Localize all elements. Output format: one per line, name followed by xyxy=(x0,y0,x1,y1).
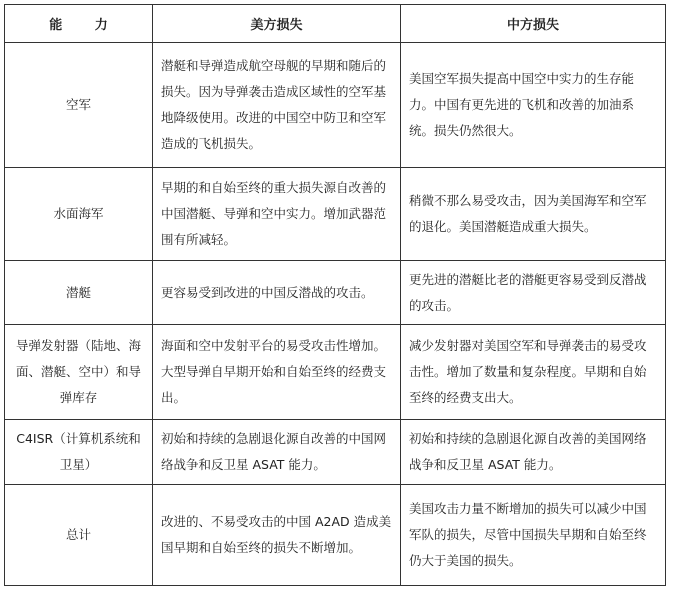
row-capability: 潜艇 xyxy=(5,261,153,325)
row-capability: 导弹发射器（陆地、海面、潜艇、空中）和导弹库存 xyxy=(5,325,153,420)
row-capability: 总计 xyxy=(5,485,153,586)
row-us-loss: 更容易受到改进的中国反潜战的攻击。 xyxy=(153,261,401,325)
row-cn-loss: 更先进的潜艇比老的潜艇更容易受到反潜战的攻击。 xyxy=(401,261,666,325)
row-cn-loss: 初始和持续的急剧退化源自改善的美国网络战争和反卫星 ASAT 能力。 xyxy=(401,420,666,485)
header-us-loss: 美方损失 xyxy=(153,5,401,43)
table-row xyxy=(5,420,666,485)
row-cn-loss: 稍微不那么易受攻击，因为美国海军和空军的退化。美国潜艇造成重大损失。 xyxy=(401,168,666,261)
row-capability: 空军 xyxy=(5,43,153,168)
table-row xyxy=(5,261,666,325)
row-cn-loss: 美国空军损失提高中国空中实力的生存能力。中国有更先进的飞机和改善的加油系统。损失仍然很大。 xyxy=(401,43,666,168)
row-cn-loss: 美国攻击力量不断增加的损失可以减少中国军队的损失，尽管中国损失早期和自始至终仍大于美国的损失。 xyxy=(401,485,666,586)
table-header-row xyxy=(5,5,666,43)
table-row xyxy=(5,485,666,586)
table-row xyxy=(5,325,666,420)
row-us-loss: 潜艇和导弹造成航空母舰的早期和随后的损失。因为导弹袭击造成区域性的空军基地降级使用。改进的中国空中防卫和空军造成的飞机损失。 xyxy=(153,43,401,168)
row-us-loss: 改进的、不易受攻击的中国 A2AD 造成美国早期和自始至终的损失不断增加。 xyxy=(153,485,401,586)
loss-comparison-table-wrapper xyxy=(4,4,666,586)
header-capability: 能 力 xyxy=(5,5,153,43)
row-us-loss: 海面和空中发射平台的易受攻击性增加。大型导弹自早期开始和自始至终的经费支出。 xyxy=(153,325,401,420)
row-us-loss: 初始和持续的急剧退化源自改善的中国网络战争和反卫星 ASAT 能力。 xyxy=(153,420,401,485)
row-us-loss: 早期的和自始至终的重大损失源自改善的中国潜艇、导弹和空中实力。增加武器范围有所减轻。 xyxy=(153,168,401,261)
row-capability: C4ISR（计算机系统和卫星） xyxy=(5,420,153,485)
table-row xyxy=(5,43,666,168)
table-row xyxy=(5,168,666,261)
loss-comparison-table xyxy=(4,4,666,586)
header-cn-loss: 中方损失 xyxy=(401,5,666,43)
row-capability: 水面海军 xyxy=(5,168,153,261)
row-cn-loss: 减少发射器对美国空军和导弹袭击的易受攻击性。增加了数量和复杂程度。早期和自始至终的经费支出大。 xyxy=(401,325,666,420)
